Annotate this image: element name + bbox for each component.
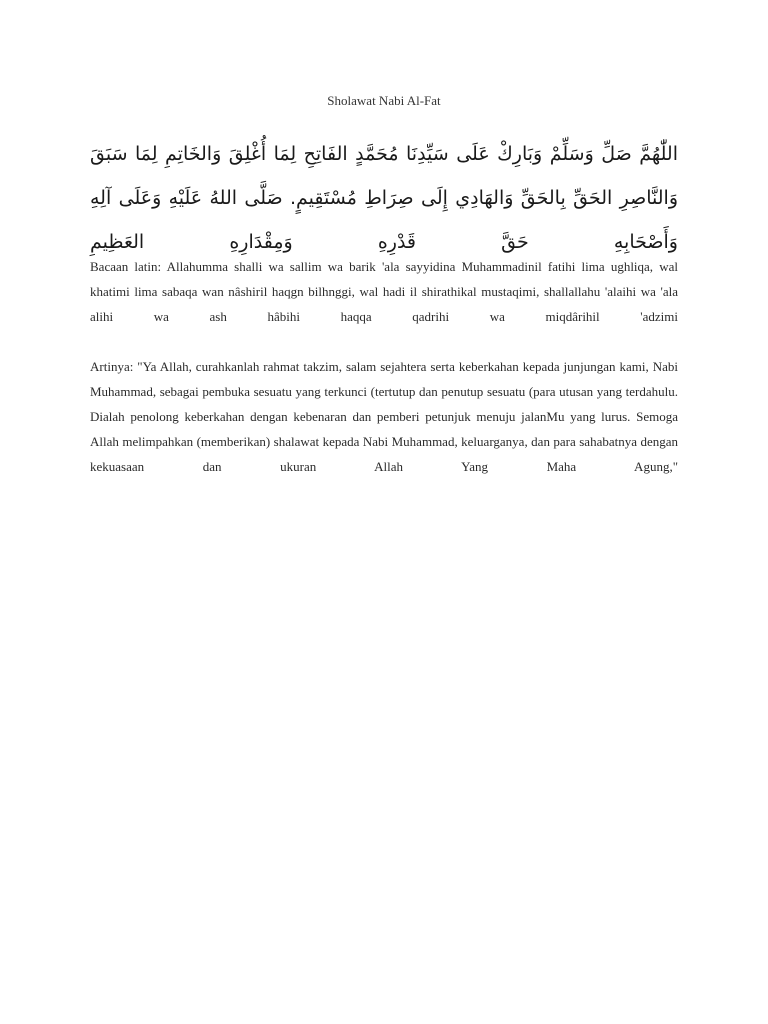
latin-reading-paragraph: Bacaan latin: Allahumma shalli wa sallim wa barik 'ala sayyidina Muhammadinil fatihi lima ughliqa, wal khatimi lima sabaqa wan nâshiril haqgn bilhnggi, wal hadi il shirathikal mustaqimi, shallallahu 'alaihi wa 'ala alihi wa ash hâbihi haqqa qadrihi wa miqdârihil 'adzimi: [90, 259, 678, 324]
arabic-prayer-text: اللّٰهُمَّ صَلِّ وَسَلِّمْ وَبَارِكْ عَلَى سَيِّدِنَا مُحَمَّدٍ الفَاتِحِ لِمَا أُغْلِقَ وَالخَاتِمِ لِمَا سَبَقَ وَالنَّاصِرِ الحَقِّ بِالحَقِّ وَالهَادِي إِلَى صِرَاطِ مُسْتَقِيمٍ. صَلَّى اللهُ عَلَيْهِ وَعَلَى آلِهِ وَأَصْحَابِهِ حَقَّ قَدْرِهِ وَمِقْدَارِهِ العَظِيمِ: [90, 143, 678, 253]
translation-paragraph: Artinya: "Ya Allah, curahkanlah rahmat takzim, salam sejahtera serta keberkahan kepada junjungan kami, Nabi Muhammad, sebagai pembuka sesuatu yang terkunci (tertutup dan penutup sesuatu (para utusan yang terdahulu. Dialah penolong keberkahan dengan kebenaran dan pemberi petunjuk menuju jalanMu yang lurus. Semoga Allah melimpahkan (memberikan) shalawat kepada Nabi Muhammad, keluarganya, dan para sahabatnya dengan kekuasaan dan ukuran Allah Yang Maha Agung,": [90, 359, 678, 474]
document-title: Sholawat Nabi Al-Fat: [327, 93, 441, 108]
